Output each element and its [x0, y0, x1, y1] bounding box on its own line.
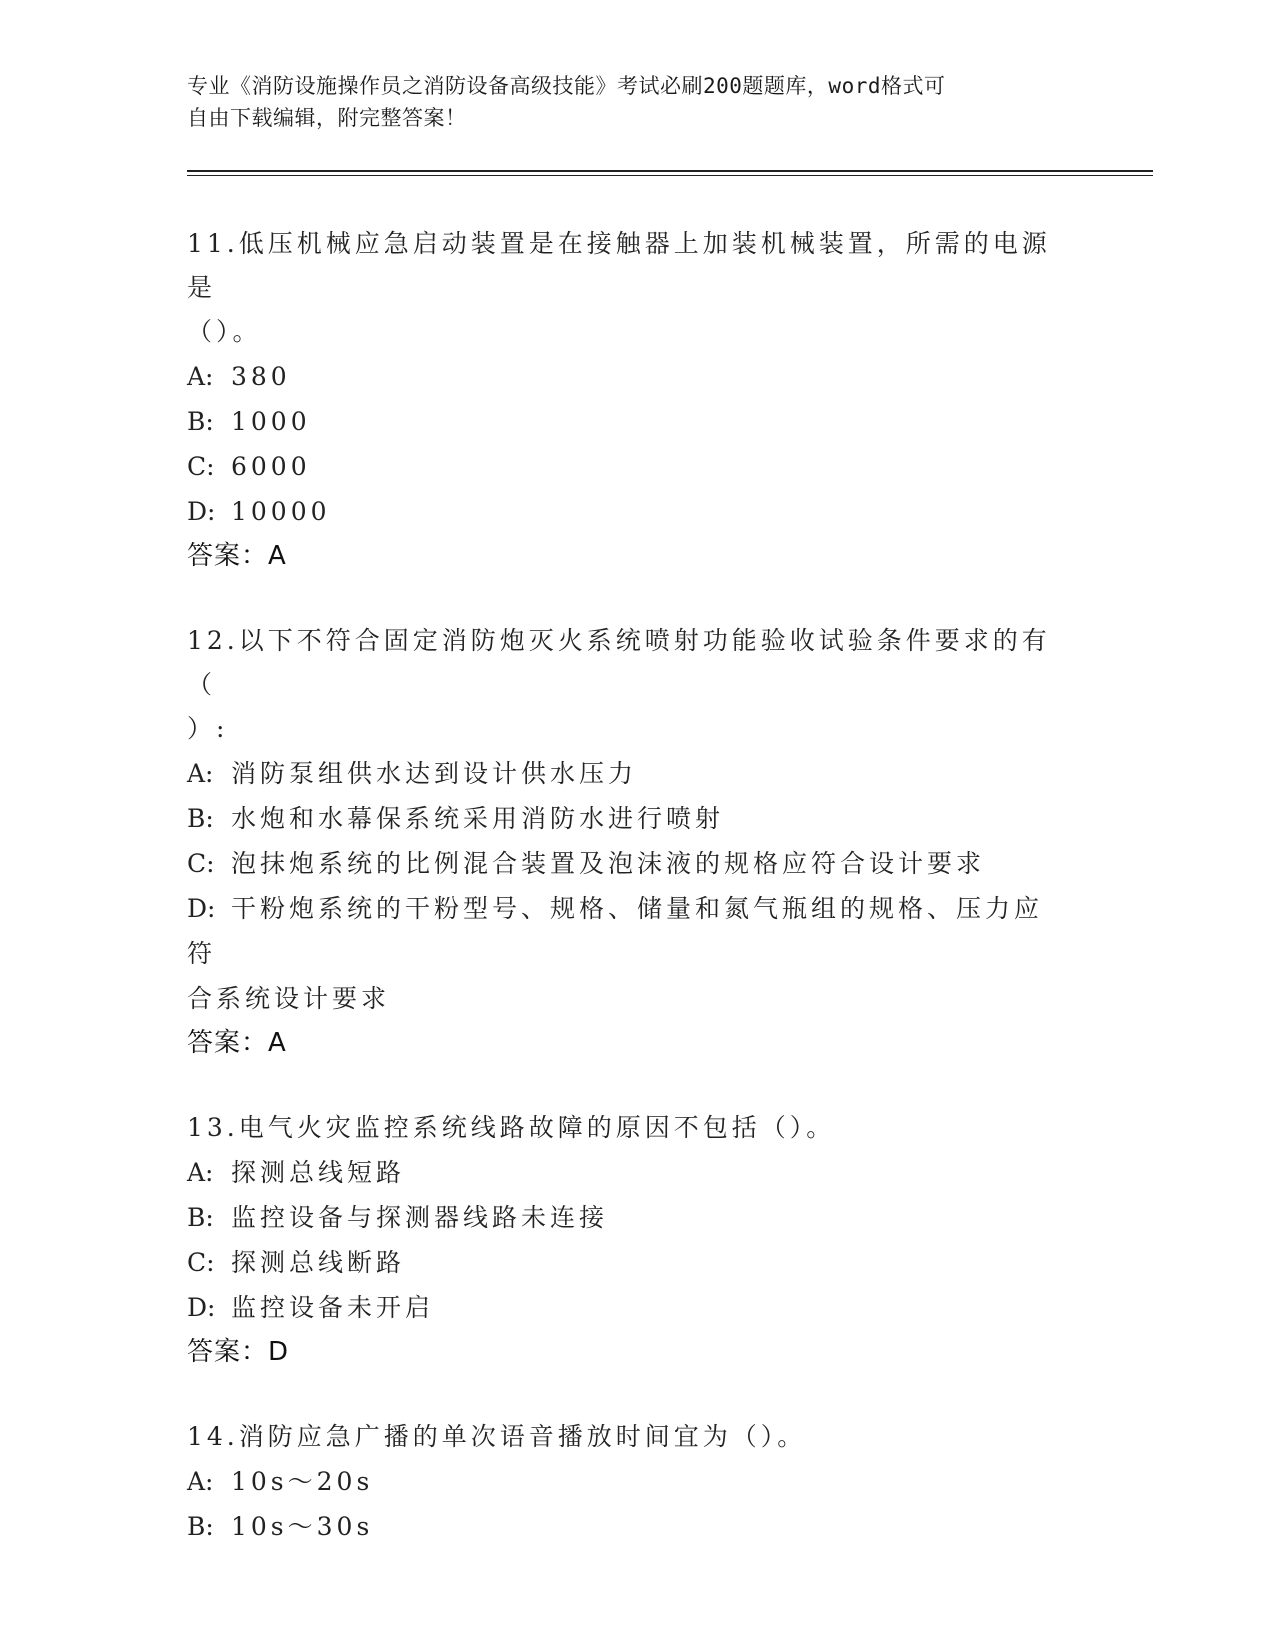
question-14: [187, 1415, 1087, 1549]
question-11: [187, 222, 1087, 579]
header-divider: [187, 170, 1153, 176]
option-d: D: 监控设备未开启: [187, 1293, 435, 1322]
option-a: A: 10s～20s: [187, 1467, 374, 1496]
answer: 答案：D: [187, 1337, 290, 1367]
question-stem: 12.以下不符合固定消防炮灭火系统喷射功能验收试验条件要求的有（ ）:: [187, 626, 1051, 743]
document-page: [187, 70, 1087, 1549]
option-a: A: 380: [187, 362, 291, 391]
option-d: D: 干粉炮系统的干粉型号、规格、储量和氮气瓶组的规格、压力应符: [187, 894, 1044, 968]
option-c: C: 6000: [187, 452, 311, 481]
option-a: A: 消防泵组供水达到设计供水压力: [187, 759, 638, 788]
option-b: B: 水炮和水幕保系统采用消防水进行喷射: [187, 804, 725, 833]
option-c: C: 泡抹炮系统的比例混合装置及泡沫液的规格应符合设计要求: [187, 849, 986, 878]
document-header: [187, 70, 1067, 134]
header-line-1: 专业《消防设施操作员之消防设备高级技能》考试必刷200题题库，word格式可: [187, 74, 946, 98]
question-stem: 11.低压机械应急启动装置是在接触器上加装机械装置，所需的电源是 （）。: [187, 229, 1051, 346]
answer: 答案：A: [187, 1028, 287, 1058]
option-d: D: 10000: [187, 497, 331, 526]
header-line-2: 自由下载编辑，附完整答案！: [187, 106, 467, 130]
answer: 答案：A: [187, 541, 287, 571]
option-b: B: 1000: [187, 407, 311, 436]
option-b: B: 监控设备与探测器线路未连接: [187, 1203, 609, 1232]
option-a: A: 探测总线短路: [187, 1158, 406, 1187]
question-stem: 14.消防应急广播的单次语音播放时间宜为（）。: [187, 1422, 807, 1451]
option-b: B: 10s～30s: [187, 1512, 374, 1541]
question-12: [187, 619, 1087, 1066]
question-stem: 13.电气火灾监控系统线路故障的原因不包括（）。: [187, 1113, 836, 1142]
question-13: [187, 1106, 1087, 1375]
option-c: C: 探测总线断路: [187, 1248, 406, 1277]
option-d-continued: 合系统设计要求: [187, 984, 391, 1013]
